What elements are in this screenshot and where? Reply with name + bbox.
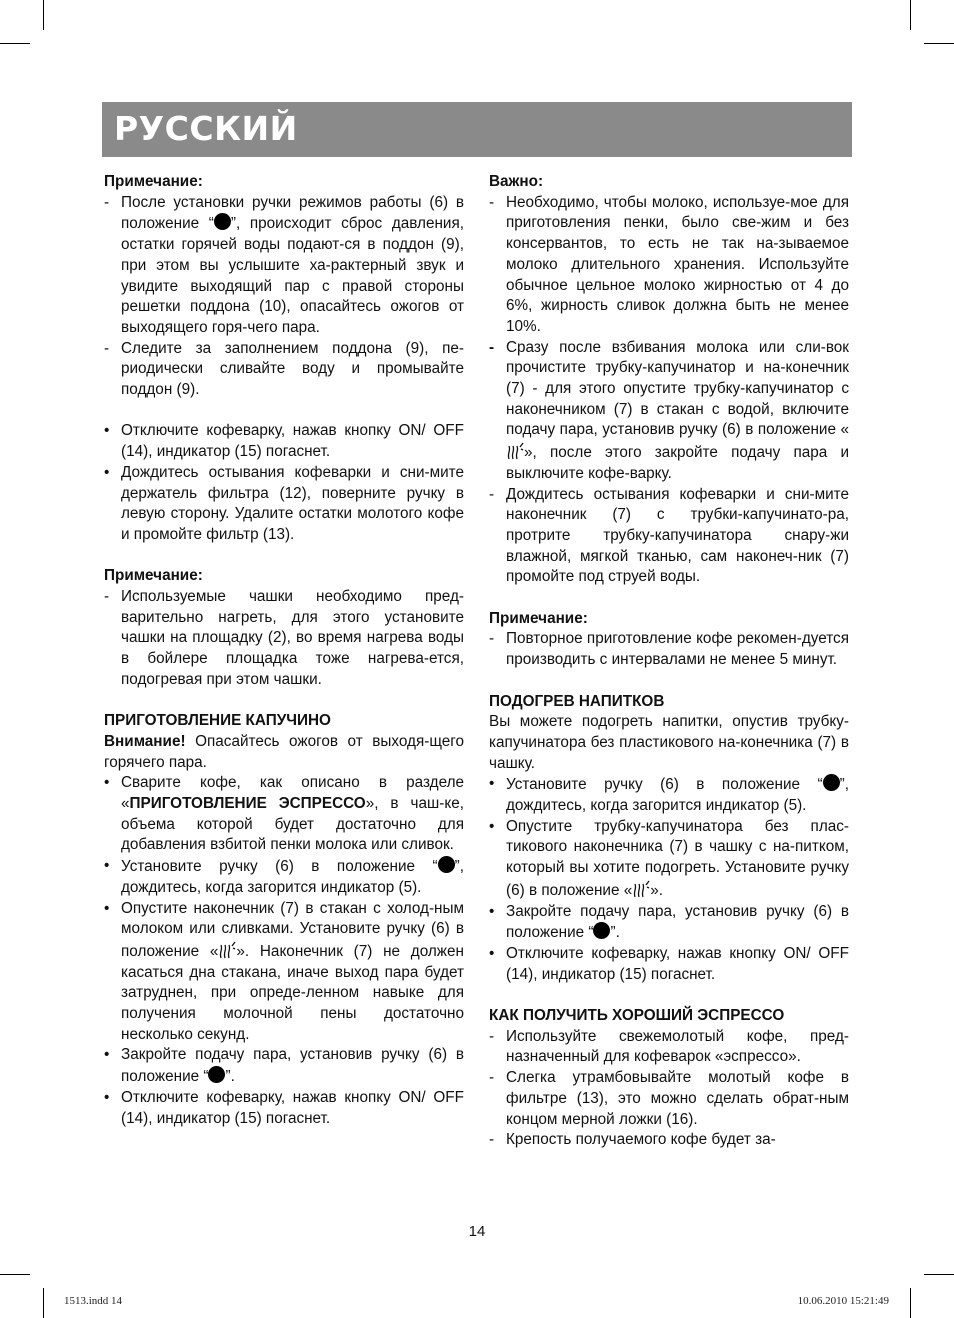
section-heading: КАК ПОЛУЧИТЬ ХОРОШИЙ ЭСПРЕССО <box>489 1007 785 1025</box>
list-item: • Опустите наконечник (7) в стакан с холод-ным молоком или сливками. Установите ручку (6) в положение « ». Наконечник (7) не должен касаться дна стакана, иначе выход пара будет затруднен, при опреде-ленном навыке для получения молочной пены достаточно несколько секунд. <box>104 899 464 1043</box>
list-item: - Дождитесь остывания кофеварки и сни-мите наконечник (7) с трубки-капучинато-ра, протрите трубку-капучинатора снару-жи влажной, мягкой тканью, сам наконеч-ник (7) промойте под струей воды. <box>489 485 849 586</box>
right-column <box>489 172 849 1151</box>
list-item: - Повторное приготовление кофе рекомен-дуется производить с интервалами не менее 5 минут. <box>489 630 849 669</box>
section-intro: Вы можете подогреть напитки, опустив трубку-капучинатора без пластикового на-конечника (7) в чашку. <box>489 713 849 772</box>
list-item: - Сразу после взбивания молока или сли-вок прочистите трубку-капучинатор и на-конечник (7) - для этого опустите трубку-капучинатор с наконечником (7) в стакан с водой, включите подачу пара, установив ручку (6) в положение «», после этого закройте подачу пара и выключите кофе-варку. <box>489 338 849 482</box>
crop-mark <box>0 43 30 44</box>
list-item: • Отключите кофеварку, нажав кнопку ON/ OFF (14), индикатор (15) погаснет. <box>104 1088 464 1127</box>
crop-mark <box>910 0 911 30</box>
list-item: • Дождитесь остывания кофеварки и сни-мите держатель фильтра (12), поверните ручку в левую сторону. Удалите остатки молотого кофе и промойте фильтр (13). <box>104 463 464 543</box>
filled-circle-icon <box>214 213 231 230</box>
crop-mark <box>43 1288 44 1318</box>
crop-mark <box>910 1288 911 1318</box>
filled-circle-icon <box>438 856 455 873</box>
list-item: • Опустите трубку-капучинатора без плас-тикового наконечника (7) в чашку с на-питком, который вы хотите подогреть. Установите ручку (6) в положение « ». <box>489 817 849 899</box>
list-item: - Необходимо, чтобы молоко, используе-мое для приготовления пенки, было све-жим и без консервантов, то есть не так на-зываемое молоко длительного хранения. Используйте обычное цельное молоко жирностью от 4 до 6%, жирность сливок должна быть не менее 10%. <box>489 193 849 335</box>
left-column <box>104 172 464 1129</box>
steam-icon <box>632 879 650 898</box>
filled-circle-icon <box>208 1066 225 1083</box>
filled-circle-icon <box>823 774 840 791</box>
crop-mark <box>924 1274 954 1275</box>
list-item: • Закройте подачу пара, установив ручку (6) в положение “ ”. <box>489 902 849 942</box>
list-item: - Следите за заполнением поддона (9), пе-риодически сливайте воду и промывайте поддон (9). <box>104 339 464 399</box>
list-item: • Установите ручку (6) в положение “ ”, дождитесь, когда загорится индикатор (5). <box>489 775 849 815</box>
list-item: • Отключите кофеварку, нажав кнопку ON/ OFF (14), индикатор (15) погаснет. <box>104 422 464 461</box>
warning-text: Внимание! Опасайтесь ожогов от выходя-щего горячего пара. <box>104 732 464 771</box>
list-item: • Закройте подачу пара, установив ручку (6) в положение “ ”. <box>104 1046 464 1086</box>
page-number: 14 <box>468 1223 486 1240</box>
list-item: - Слегка утрамбовывайте молотый кофе в фильтре (13), это можно сделать обрат-ным концом мерной ложки (16). <box>489 1069 849 1128</box>
steam-icon <box>218 940 236 959</box>
print-slug-date: 10.06.2010 15:21:49 <box>797 1295 889 1307</box>
page-title: РУССКИЙ <box>114 109 298 148</box>
list-item: - Крепость получаемого кофе будет за- <box>489 1131 776 1149</box>
important-heading: Важно: <box>489 173 544 190</box>
section-heading: ПРИГОТОВЛЕНИЕ КАПУЧИНО <box>104 712 331 730</box>
crop-mark <box>924 43 954 44</box>
list-item: - После установки ручки режимов работы (6) в положение “ ”, происходит сброс давления, остатки горячей воды подают-ся в поддон (9), при этом вы услышите ха-рактерный звук и увидите выходящий пар с правой стороны решетки поддона (10), опасайтесь ожогов от выходящего горя-чего пара. <box>104 193 464 336</box>
note-heading: Примечание: <box>489 609 588 627</box>
list-item: - Используемые чашки необходимо пред-варительно нагреть, для этого установите чашки на площадку (2), во время нагрева воды в бойлере площадка тоже нагрева-ется, подогревая при этом чашки. <box>104 588 464 688</box>
section-heading: ПОДОГРЕВ НАПИТКОВ <box>489 692 665 710</box>
list-item: • Сварите кофе, как описано в разделе «ПРИГОТОВЛЕНИЕ ЭСПРЕССО», в чаш-ке, объема которой будет достаточно для добавления взбитой пенки молока или сливок. <box>104 774 464 854</box>
crop-mark <box>0 1274 30 1275</box>
list-item: - Используйте свежемолотый кофе, пред-назначенный для кофеварок «эспрессо». <box>489 1027 849 1066</box>
crop-mark <box>43 0 44 30</box>
language-header <box>102 102 852 157</box>
steam-icon <box>506 441 524 460</box>
list-item: • Установите ручку (6) в положение “ ”, дождитесь, когда загорится индикатор (5). <box>104 857 464 896</box>
list-item: • Отключите кофеварку, нажав кнопку ON/ OFF (14), индикатор (15) погаснет. <box>489 944 849 983</box>
note-heading: Примечание: <box>104 173 203 190</box>
print-slug-file: 1513.indd 14 <box>64 1295 123 1307</box>
note-heading: Примечание: <box>104 567 203 585</box>
filled-circle-icon <box>593 922 610 939</box>
